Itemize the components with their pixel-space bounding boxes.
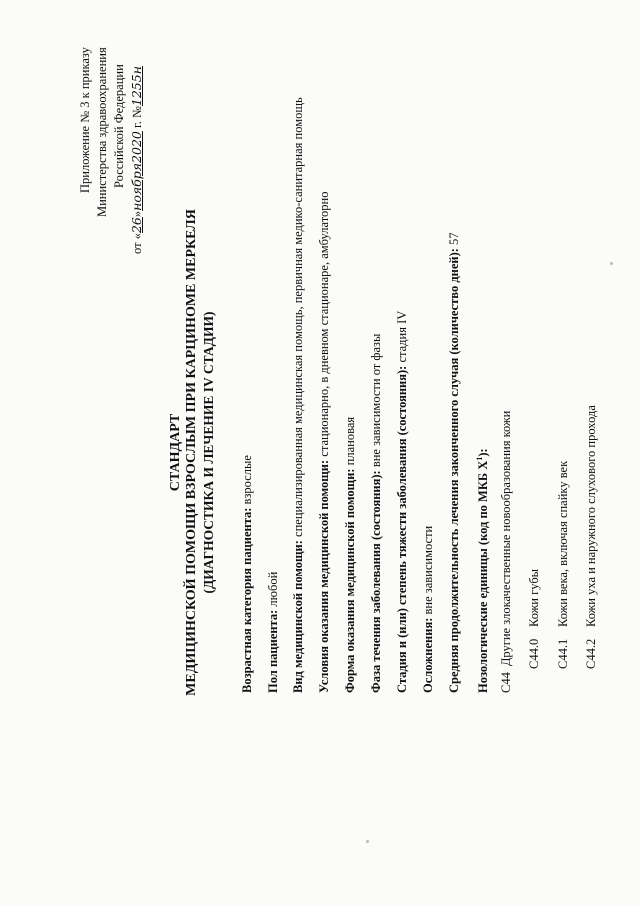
title-main: МЕДИЦИНСКОЙ ПОМОЩИ ВЗРОСЛЫМ ПРИ КАРЦИНОМЕ МЕРКЕЛЯ [184, 209, 199, 696]
field-value: 57 [447, 232, 461, 249]
title-sub: (ДИАГНОСТИКА И ЛЕЧЕНИЕ IV СТАДИИ) [201, 311, 216, 594]
order-number: 1255н [129, 66, 144, 107]
field-label: Возрастная категория пациента: [240, 507, 254, 693]
field-value: стадия IV [395, 310, 409, 366]
date-mid: » [130, 210, 144, 218]
date-month: ноября [129, 162, 144, 211]
nosology-text: Кожи губы [527, 568, 541, 627]
field-care-conditions [317, 192, 331, 693]
nosology-text: Кожи уха и наружного слухового прохода [584, 405, 598, 627]
field-label: Пол пациента: [266, 609, 280, 693]
field-label: Форма оказания медицинской помощи: [343, 468, 357, 693]
scan-speck [366, 840, 369, 843]
field-value: любой [266, 571, 280, 610]
field-avg-duration [447, 232, 461, 693]
field-stage [395, 311, 409, 693]
field-label: Условия оказания медицинской помощи: [317, 459, 331, 693]
field-care-type [291, 97, 305, 693]
field-value: взрослые [240, 455, 254, 508]
date-day: 26 [129, 217, 144, 234]
nosology-code: C44.0 [527, 638, 541, 669]
scan-speck [610, 262, 613, 265]
nosology-item [556, 461, 570, 669]
nosology-code: C44.1 [556, 638, 570, 669]
nosology-item [527, 569, 541, 669]
nosology-label: Нозологические единицы (код по МКБ X [476, 460, 491, 693]
field-age-category [240, 455, 254, 693]
field-value: вне зависимости [421, 525, 435, 618]
title-standard: СТАНДАРТ [168, 413, 183, 492]
field-value: стационарно, в дневном стационаре, амбулаторно [317, 191, 331, 460]
field-label: Осложнения: [421, 617, 435, 693]
field-complications [421, 526, 435, 693]
field-label: Вид медицинской помощи: [291, 540, 305, 693]
field-disease-phase [369, 334, 383, 693]
field-label: Стадия и (или) степень тяжести заболевания (состояния): [395, 365, 409, 693]
nosology-code: C44.2 [584, 638, 598, 669]
appendix-line-2: Министерства здравоохранения [95, 47, 109, 217]
nosology-footnote-mark: 1 [475, 456, 484, 461]
nosology-code: C44 [499, 672, 513, 693]
appendix-line-3: Российской Федерации [112, 64, 126, 188]
appendix-date-line [130, 66, 144, 254]
date-suffix: г. № [130, 106, 144, 132]
field-label: Фаза течения заболевания (состояния): [369, 470, 383, 693]
appendix-line-1: Приложение № 3 к приказу [78, 47, 92, 193]
field-value: плановая [343, 416, 357, 469]
nosology-item [584, 405, 598, 669]
nosology-label-end: ): [476, 448, 491, 457]
field-value: специализированная медицинская помощь, первичная медико-санитарная помощь [291, 97, 305, 541]
date-year: 2020 [129, 131, 144, 163]
nosology-item [499, 411, 513, 693]
field-value: вне зависимости от фазы [369, 333, 383, 471]
date-prefix: от « [130, 233, 144, 254]
field-care-form [343, 417, 357, 693]
field-sex [266, 572, 280, 693]
field-label: Средняя продолжительность лечения законченного случая (количество дней): [447, 248, 461, 693]
nosology-text: Кожи века, включая спайку век [556, 460, 570, 627]
nosology-heading [473, 448, 490, 693]
nosology-text: Другие злокачественные новообразования кожи [499, 410, 513, 667]
